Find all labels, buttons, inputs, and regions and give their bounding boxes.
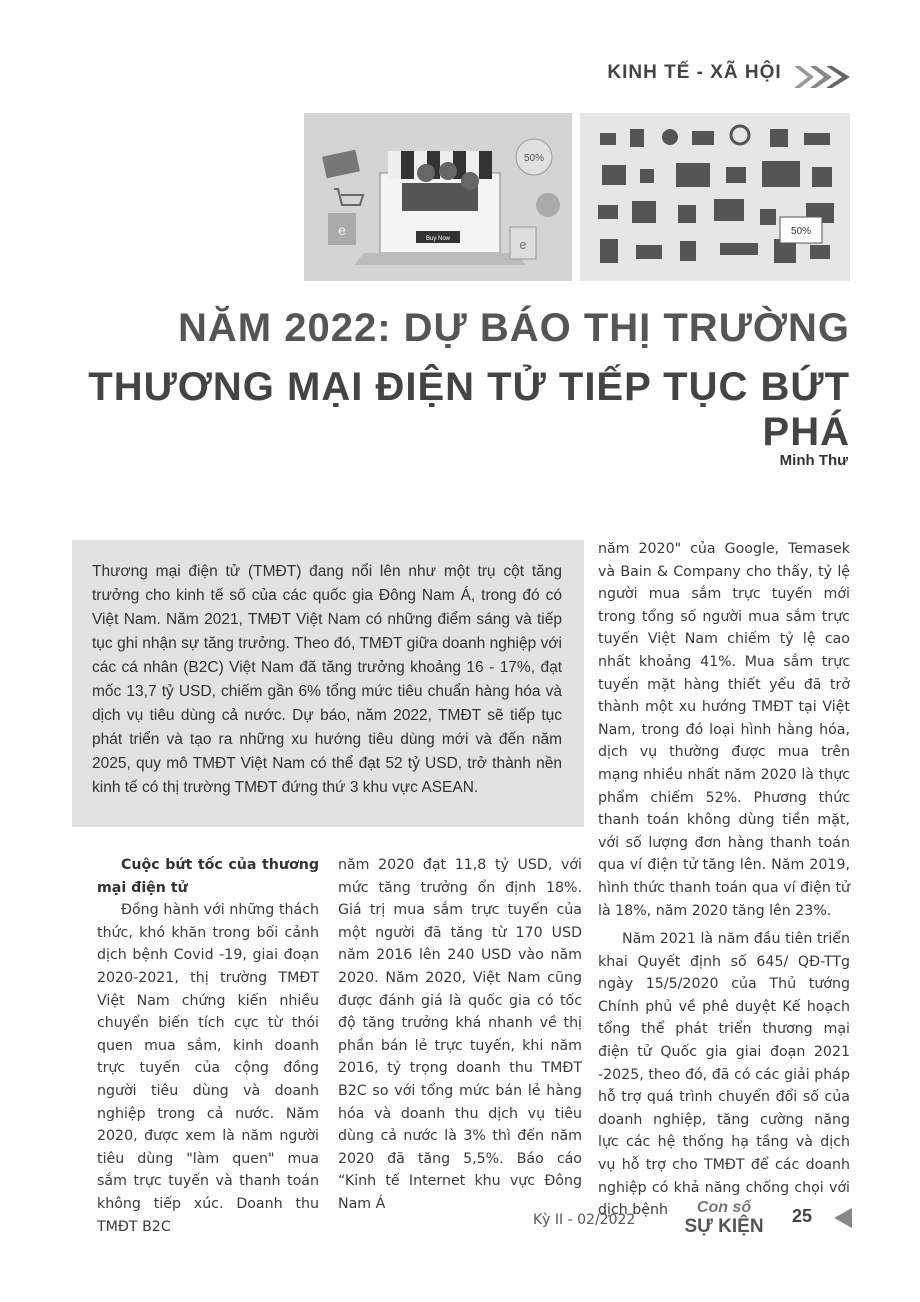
lead-paragraph: Thương mại điện tử (TMĐT) đang nổi lên như một trụ cột tăng trưởng cho kinh tế số của các quốc gia Đông Nam Á, trong đó có Việt Nam. Năm 2021, TMĐT Việt Nam có những điểm sáng và tiếp tục ghi nhận sự tăng trưởng. Theo đó, TMĐT giữa doanh nghiệp với các cá nhân (B2C) Việt Nam đã tăng trưởng khoảng 16 - 17%, đạt mốc 13,7 tỷ USD, chiếm gần 6% tổng mức tiêu chuẩn hàng hóa và dịch vụ tiêu dùng cả nước. Dự báo, năm 2022, TMĐT sẽ tiếp tục phát triển và tạo ra những xu hướng tiêu dùng mới và đến năm 2025, quy mô TMĐT Việt Nam có thể đạt 52 tỷ USD, trở thành nền kinh tế có thị trường TMĐT đứng thứ 3 khu vực ASEAN. [92, 563, 562, 796]
arrow-left-icon [830, 1208, 852, 1228]
ecommerce-icons-image [580, 113, 850, 281]
body-column-1 [97, 854, 319, 1238]
section-subheading: Cuộc bứt tốc của thương mại điện tử [97, 857, 319, 896]
issue-label: Kỳ II - 02/2022 [533, 1212, 636, 1228]
headline-line-1: NĂM 2022: DỰ BÁO THỊ TRƯỜNG [178, 306, 850, 350]
section-label: KINH TẾ - XÃ HỘI [607, 62, 782, 83]
body-paragraph: Đồng hành với những thách thức, khó khăn trong bối cảnh dịch bệnh Covid -19, giai đoạn 2020-2021, thị trường TMĐT Việt Nam chứng kiến nhiều chuyển biến tích cực từ thói quen mua sắm, kinh doanh trực tuyến của cộng đồng người tiêu dùng và doanh nghiệp trong cả nước. Năm 2020, được xem là năm người tiêu dùng "làm quen" mua sắm trực tuyến và thanh toán không tiếp xúc. Doanh thu TMĐT B2C [97, 902, 319, 1235]
body-paragraph: năm 2020 đạt 11,8 tỷ USD, với mức tăng trưởng ổn định 18%. Giá trị mua sắm trực tuyến của một người đã tăng từ 170 USD năm 2016 lên 240 USD vào năm 2020. Năm 2020, Việt Nam cũng được đánh giá là quốc gia có tốc độ tăng trưởng khá nhanh về thị phần bán lẻ trực tuyến, khi năm 2016, tỷ trọng doanh thu TMĐT B2C so với tổng mức bán lẻ hàng hóa và doanh thu dịch vụ tiêu dùng cả nước là 3% thì đến năm 2020 đã tăng 5,5%. Báo cáo “Kinh tế Internet khu vực Đông Nam Á [338, 857, 582, 1212]
icons-collage-illustration [580, 113, 850, 281]
body-paragraph: năm 2020" của Google, Temasek và Bain & Company cho thấy, tỷ lệ người mua sắm trực tuyến mới trong tổng số người mua sắm trực tuyến Việt Nam chiếm tỷ lệ cao nhất khoảng 41%. Mua sắm trực tuyến mặt hàng thiết yếu đã trở thành một xu hướng TMĐT tại Việt Nam, trong đó loại hình hàng hóa, dịch vụ thường được mua trên mạng nhiều nhất năm 2020 là thực phẩm chiếm 52%. Phương thức thanh toán không dùng tiền mặt, với số lượng đơn hàng thanh toán qua ví điện tử tăng lên. Năm 2019, hình thức thanh toán qua ví điện tử là 18%, năm 2020 tăng lên 23%. [598, 541, 850, 919]
page-number: 25 [792, 1206, 813, 1226]
discount-label: 50% [523, 153, 545, 164]
buy-now-label: Buy Now [425, 236, 451, 242]
discount-tag-label: 50% [790, 226, 812, 237]
magazine-logo [666, 1196, 782, 1236]
body-paragraph: Năm 2021 là năm đầu tiên triển khai Quyết định số 645/ QĐ-TTg ngày 15/5/2020 của Thủ tướng Chính phủ về phê duyệt Kế hoạch tổng thể phát triển thương mại điện tử Quốc gia giai đoạn 2021 -2025, theo đó, đã có các giải pháp hỗ trợ quá trình chuyển đổi số của doanh nghiệp, tăng cường năng lực các hệ thống hạ tầng và dịch vụ hỗ trợ cho TMĐT để các doanh nghiệp có khả năng chống chọi với dịch bệnh [598, 931, 850, 1219]
body-column-2 [338, 854, 582, 1216]
logo-bottom-text: SỰ KIỆN [684, 1216, 764, 1236]
ebag-label: e [519, 237, 527, 252]
ecommerce-laptop-image [304, 113, 572, 281]
body-column-3 [598, 538, 850, 1222]
author-byline: Minh Thư [779, 452, 848, 469]
svg-text:e: e [338, 222, 346, 238]
chevron-right-icon [792, 64, 852, 90]
laptop-shop-illustration [304, 113, 572, 281]
headline-line-2: THƯƠNG MẠI ĐIỆN TỬ TIẾP TỤC BỨT PHÁ [88, 365, 850, 454]
logo-top-text: Con số [696, 1199, 752, 1216]
